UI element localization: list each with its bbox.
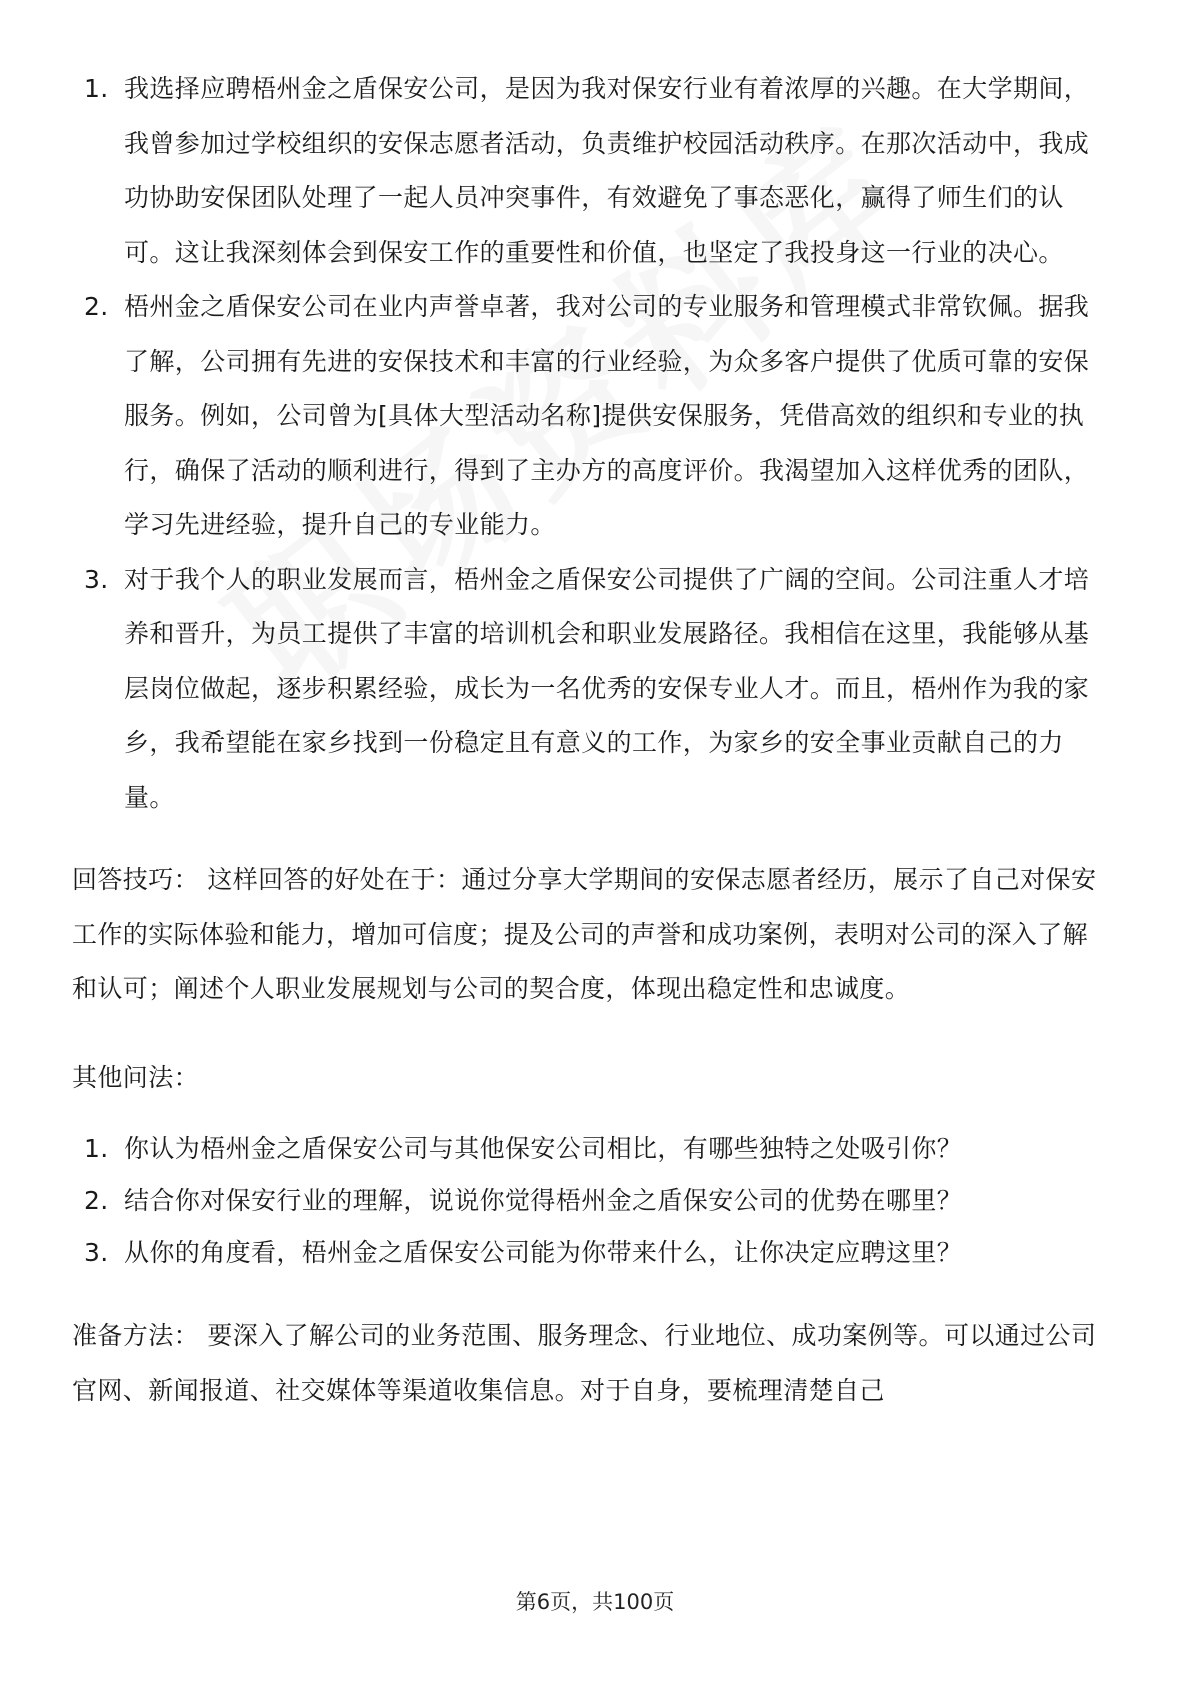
list-item bbox=[72, 62, 1112, 280]
other-questions-list bbox=[72, 1123, 1112, 1279]
list-item-text: 从你的角度看，梧州金之盾保安公司能为你带来什么，让你决定应聘这里？ bbox=[124, 1238, 963, 1267]
list-number: 3. bbox=[84, 1238, 109, 1267]
list-item bbox=[72, 1227, 1112, 1279]
list-item bbox=[72, 280, 1112, 553]
list-item-text: 我选择应聘梧州金之盾保安公司，是因为我对保安行业有着浓厚的兴趣。在大学期间，我曾参加过学校组织的安保志愿者活动，负责维护校园活动秩序。在那次活动中，我成功协助安保团队处理了一起人员冲突事件，有效避免了事态恶化，赢得了师生们的认可。这让我深刻体会到保安工作的重要性和价值，也坚定了我投身这一行业的决心。 bbox=[124, 74, 1090, 267]
list-number: 1. bbox=[84, 74, 109, 103]
list-number: 2. bbox=[84, 1186, 109, 1215]
other-questions-heading: 其他问法： bbox=[72, 1062, 200, 1092]
list-item-text: 梧州金之盾保安公司在业内声誉卓著，我对公司的专业服务和管理模式非常钦佩。据我了解，公司拥有先进的安保技术和丰富的行业经验，为众多客户提供了优质可靠的安保服务。例如，公司曾为[具体大型活动名称]提供安保服务，凭借高效的组织和专业的执行，确保了活动的顺利进行，得到了主办方的高度评价。我渴望加入这样优秀的团队，学习先进经验，提升自己的专业能力。 bbox=[124, 292, 1090, 539]
list-item bbox=[72, 1175, 1112, 1227]
list-number: 3. bbox=[84, 564, 109, 594]
list-item-text: 结合你对保安行业的理解，说说你觉得梧州金之盾保安公司的优势在哪里？ bbox=[124, 1186, 963, 1215]
list-number: 1. bbox=[84, 1134, 109, 1163]
answer-list bbox=[72, 62, 1112, 825]
preparation-paragraph: 准备方法： 要深入了解公司的业务范围、服务理念、行业地位、成功案例等。可以通过公司官网、新闻报道、社交媒体等渠道收集信息。对于自身，要梳理清楚自己 bbox=[72, 1321, 1097, 1405]
list-item-text: 你认为梧州金之盾保安公司与其他保安公司相比，有哪些独特之处吸引你？ bbox=[124, 1134, 963, 1163]
page-number-footer: 第6页，共100页 bbox=[515, 1590, 675, 1614]
list-item-text: 对于我个人的职业发展而言，梧州金之盾保安公司提供了广阔的空间。公司注重人才培养和晋升，为员工提供了丰富的培训机会和职业发展路径。我相信在这里，我能够从基层岗位做起，逐步积累经验，成长为一名优秀的安保专业人才。而且，梧州作为我的家乡，我希望能在家乡找到一份稳定且有意义的工作，为家乡的安全事业贡献自己的力量。 bbox=[124, 564, 1090, 812]
list-item bbox=[72, 1123, 1112, 1175]
page-content bbox=[72, 62, 1112, 1418]
answer-tips-paragraph: 回答技巧： 这样回答的好处在于：通过分享大学期间的安保志愿者经历，展示了自己对保安工作的实际体验和能力，增加可信度；提及公司的声誉和成功案例，表明对公司的深入了解和认可；阐述个人职业发展规划与公司的契合度，体现出稳定性和忠诚度。 bbox=[72, 865, 1097, 1003]
list-number: 2. bbox=[84, 292, 109, 321]
list-item bbox=[72, 553, 1112, 826]
